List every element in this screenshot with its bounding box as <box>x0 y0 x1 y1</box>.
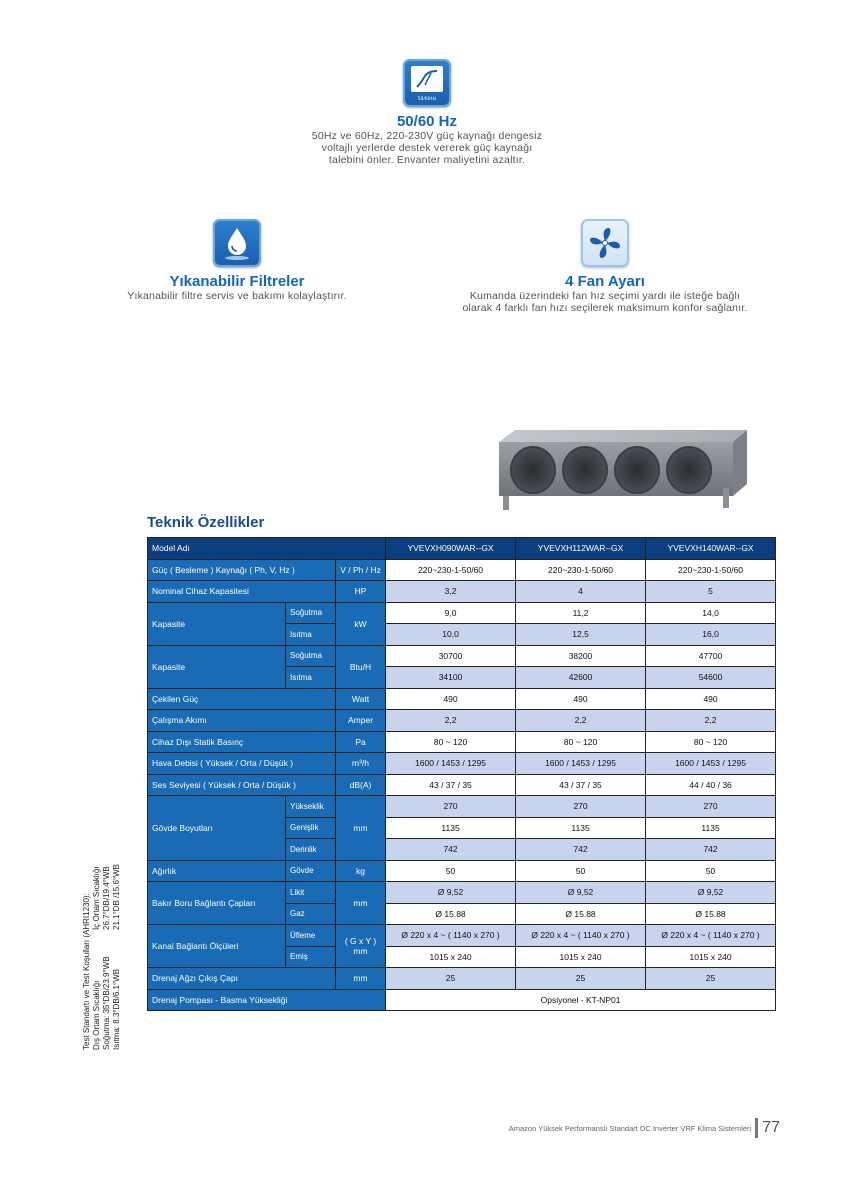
cell: 490 <box>646 688 776 710</box>
test-conditions-note <box>82 810 152 1050</box>
cell: 11,2 <box>516 602 646 624</box>
row-unit: Amper <box>336 710 386 732</box>
cell: 220~230-1-50/60 <box>516 559 646 581</box>
cell: Ø 9,52 <box>386 882 516 904</box>
row-unit: m³/h <box>336 753 386 775</box>
cell: 80 ~ 120 <box>646 731 776 753</box>
cell: 16,0 <box>646 624 776 646</box>
row-label: Çekilen Güç <box>148 688 336 710</box>
cell: 50 <box>646 860 776 882</box>
cell: 1015 x 240 <box>516 946 646 968</box>
cell: 1015 x 240 <box>386 946 516 968</box>
table-row-header <box>148 538 776 560</box>
row-label: Gövde Boyutları <box>148 796 286 861</box>
table-row-current <box>148 710 776 732</box>
cell: 80 ~ 120 <box>386 731 516 753</box>
table-row-static <box>148 731 776 753</box>
page-number: 77 <box>762 1119 780 1136</box>
cell: 10,0 <box>386 624 516 646</box>
cell: 25 <box>646 968 776 990</box>
cell: 220~230-1-50/60 <box>386 559 516 581</box>
cell: 42600 <box>516 667 646 689</box>
test-conditions-title: Test Standartı ve Test Koşulları (AHRI1230): <box>82 893 91 1050</box>
heat-outdoor: Isıtma: 8.3°DB/6.1°WB <box>112 968 121 1050</box>
cell: 25 <box>386 968 516 990</box>
feature-filter <box>92 219 382 302</box>
table-row-duct-supply <box>148 925 776 947</box>
row-unit: mm <box>336 882 386 925</box>
cell: 1135 <box>386 817 516 839</box>
cell: 4 <box>516 581 646 603</box>
row-label: Kapasite <box>148 602 286 645</box>
cell: 44 / 40 / 36 <box>646 774 776 796</box>
row-unit: mm <box>336 968 386 990</box>
row-sublabel: Soğutma <box>286 645 336 667</box>
cell: 54600 <box>646 667 776 689</box>
row-sublabel: Isıtma <box>286 624 336 646</box>
cell: Ø 220 x 4 ~ ( 1140 x 270 ) <box>516 925 646 947</box>
row-unit: mm <box>336 796 386 861</box>
row-sublabel: Derinlik <box>286 839 336 861</box>
cell: Ø 220 x 4 ~ ( 1140 x 270 ) <box>386 925 516 947</box>
feature-filter-title: Yıkanabilir Filtreler <box>169 273 305 290</box>
model-3: YVEVXH140WAR--GX <box>646 538 776 560</box>
feature-hz-desc-1: 50Hz ve 60Hz, 220-230V güç kaynağı dengesiz <box>311 130 543 142</box>
table-row-noise <box>148 774 776 796</box>
cell: 1600 / 1453 / 1295 <box>516 753 646 775</box>
fan-icon <box>581 219 629 267</box>
cell: 2,2 <box>386 710 516 732</box>
cell: Ø 15.88 <box>516 903 646 925</box>
cell: 1600 / 1453 / 1295 <box>646 753 776 775</box>
table-row-pump <box>148 989 776 1011</box>
feature-hz-desc-2: voltajlı yerlerde destek vererek güç kaynağı <box>321 142 533 154</box>
cell: 43 / 37 / 35 <box>386 774 516 796</box>
cell: 9,0 <box>386 602 516 624</box>
cell: 47700 <box>646 645 776 667</box>
row-sublabel: Emiş <box>286 946 336 968</box>
cool-outdoor: Soğutma: 35°DB/23.9°WB <box>102 956 111 1050</box>
table-row-dims-height <box>148 796 776 818</box>
table-row-airflow <box>148 753 776 775</box>
cell: 43 / 37 / 35 <box>516 774 646 796</box>
row-sublabel: Gaz <box>286 903 336 925</box>
footer-text: Amazon Yüksek Performanslı Standart DC Inverter VRF Klima Sistemleri <box>508 1123 752 1133</box>
row-label: Drenaj Pompası - Basma Yüksekliği <box>148 989 386 1011</box>
cell: Ø 15.88 <box>386 903 516 925</box>
svg-text:50/60Hz: 50/60Hz <box>417 97 437 102</box>
row-unit: ( G x Y ) mm <box>336 925 386 968</box>
hz-icon <box>403 59 451 107</box>
cell: 1135 <box>516 817 646 839</box>
cell: 1135 <box>646 817 776 839</box>
water-drop-icon <box>213 219 261 267</box>
cell: 1015 x 240 <box>646 946 776 968</box>
table-row-power-input <box>148 688 776 710</box>
row-label: Kanal Bağlantı Ölçüleri <box>148 925 286 968</box>
row-unit: Pa <box>336 731 386 753</box>
cell: Ø 9,52 <box>516 882 646 904</box>
table-row-weight <box>148 860 776 882</box>
row-unit: kg <box>336 860 386 882</box>
footer-divider <box>755 1118 758 1138</box>
cell: 490 <box>516 688 646 710</box>
cell: 30700 <box>386 645 516 667</box>
model-2: YVEVXH112WAR--GX <box>516 538 646 560</box>
cell: 220~230-1-50/60 <box>646 559 776 581</box>
cell: 270 <box>386 796 516 818</box>
row-sublabel: Likit <box>286 882 336 904</box>
heat-indoor: 21.1°DB /15.6°WB <box>112 864 121 930</box>
model-1: YVEVXH090WAR--GX <box>386 538 516 560</box>
cool-indoor: 26.7°DB/19.4°WB <box>102 866 111 930</box>
cell: 2,2 <box>516 710 646 732</box>
cell: 50 <box>386 860 516 882</box>
feature-hz <box>272 59 582 166</box>
row-label: Bakır Boru Bağlantı Çapları <box>148 882 286 925</box>
table-row-cap-kw-cooling <box>148 602 776 624</box>
cell: 742 <box>516 839 646 861</box>
cell: 270 <box>646 796 776 818</box>
row-label: Ağırlık <box>148 860 286 882</box>
cell: 25 <box>516 968 646 990</box>
footer <box>509 1117 780 1139</box>
row-label: Güç ( Besleme ) Kaynağı ( Ph, V, Hz ) <box>148 559 336 581</box>
row-unit: V / Ph / Hz <box>336 559 386 581</box>
row-label: Çalışma Akımı <box>148 710 336 732</box>
model-label: Model Adı <box>148 538 386 560</box>
table-row-power <box>148 559 776 581</box>
cell: 34100 <box>386 667 516 689</box>
row-sublabel: Genişlik <box>286 817 336 839</box>
cell: 270 <box>516 796 646 818</box>
row-unit: HP <box>336 581 386 603</box>
cell: 38200 <box>516 645 646 667</box>
cell: 14,0 <box>646 602 776 624</box>
cell: Ø 9,52 <box>646 882 776 904</box>
feature-fan-title: 4 Fan Ayarı <box>565 273 645 290</box>
ducted-unit-image <box>497 428 749 514</box>
row-label: Drenaj Ağzı Çıkış Çapı <box>148 968 336 990</box>
feature-hz-title: 50/60 Hz <box>396 113 458 130</box>
table-row-nominal <box>148 581 776 603</box>
table-row-drain <box>148 968 776 990</box>
row-sublabel: Gövde <box>286 860 336 882</box>
cell: Ø 220 x 4 ~ ( 1140 x 270 ) <box>646 925 776 947</box>
row-sublabel: Yükseklik <box>286 796 336 818</box>
feature-fan-desc-2: olarak 4 farklı fan hızı seçilerek maksimum konfor sağlanır. <box>462 302 748 314</box>
row-label: Cihaz Dışı Statik Basınç <box>148 731 336 753</box>
cell: 1600 / 1453 / 1295 <box>386 753 516 775</box>
table-row-cap-btu-cooling <box>148 645 776 667</box>
feature-hz-desc-3: talebini önler. Envanter maliyetini azaltır. <box>328 154 526 166</box>
cell: 5 <box>646 581 776 603</box>
feature-fan-desc-1: Kumanda üzerindeki fan hız seçimi yardı ile isteğe bağlı <box>469 290 741 302</box>
feature-fan <box>430 219 780 314</box>
spec-table <box>147 537 776 1011</box>
row-label: Ses Seviyesi ( Yüksek / Orta / Düşük ) <box>148 774 336 796</box>
cell: 12,5 <box>516 624 646 646</box>
cell: 3,2 <box>386 581 516 603</box>
row-sublabel: Üfleme <box>286 925 336 947</box>
row-unit: Btu/H <box>336 645 386 688</box>
cell: 2,2 <box>646 710 776 732</box>
table-row-pipe-liquid <box>148 882 776 904</box>
feature-filter-desc: Yıkanabilir filtre servis ve bakımı kolaylaştırır. <box>127 290 347 302</box>
row-unit: dB(A) <box>336 774 386 796</box>
section-title: Teknik Özellikler <box>147 514 265 531</box>
row-label: Kapasite <box>148 645 286 688</box>
cell: 742 <box>646 839 776 861</box>
row-sublabel: Soğutma <box>286 602 336 624</box>
row-sublabel: Isıtma <box>286 667 336 689</box>
cell: Ø 15.88 <box>646 903 776 925</box>
cell: Opsiyonel - KT-NP01 <box>386 989 776 1011</box>
cell: 490 <box>386 688 516 710</box>
outdoor-label: Dış Ortam Sıcaklığı <box>92 980 101 1050</box>
row-label: Nominal Cihaz Kapasitesi <box>148 581 336 603</box>
indoor-label: İç Ortam Sıcaklığı <box>92 866 101 930</box>
cell: 80 ~ 120 <box>516 731 646 753</box>
row-unit: Watt <box>336 688 386 710</box>
row-unit: kW <box>336 602 386 645</box>
row-label: Hava Debisi ( Yüksek / Orta / Düşük ) <box>148 753 336 775</box>
cell: 50 <box>516 860 646 882</box>
cell: 742 <box>386 839 516 861</box>
